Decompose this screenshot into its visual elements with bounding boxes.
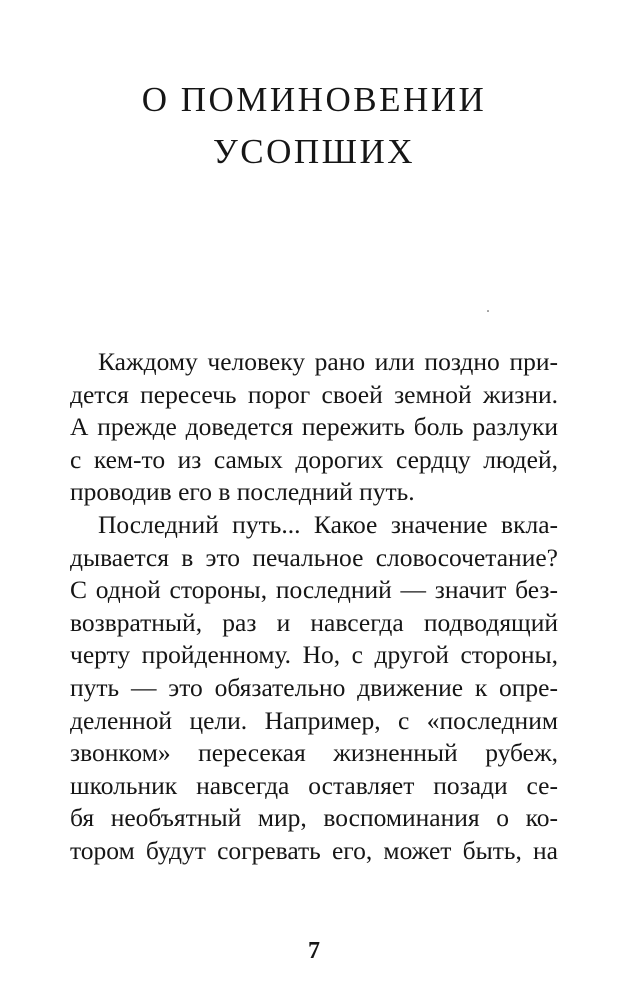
- text-line: путь — это обязательно движение к опре-: [70, 672, 558, 702]
- chapter-title: [0, 74, 628, 178]
- text-line: бя необъятный мир, воспоминания о ко-: [70, 803, 558, 833]
- chapter-title-line-1: О ПОМИНОВЕНИИ: [141, 80, 487, 119]
- text-line: А прежде доведется пережить боль разлуки: [70, 412, 558, 442]
- body-text: [70, 346, 558, 868]
- text-line: черту пройденному. Но, с другой стороны,: [70, 640, 558, 670]
- text-line: школьник навсегда оставляет позади се-: [70, 770, 558, 800]
- paragraph-1: [70, 346, 558, 509]
- text-line: дывается в это печальное словосочетание?: [70, 542, 558, 572]
- text-line: дется пересечь порог своей земной жизни.: [70, 379, 558, 409]
- text-line: тором будут согревать его, может быть, на: [70, 835, 558, 865]
- chapter-title-line-2: УСОПШИХ: [212, 132, 416, 171]
- text-line: возвратный, раз и навсегда подводящий: [70, 607, 558, 637]
- text-line: звонком» пересекая жизненный рубеж,: [70, 738, 558, 768]
- text-line: Каждому человеку рано или поздно при-: [98, 347, 558, 376]
- text-line: С одной стороны, последний — значит без-: [70, 575, 558, 605]
- text-line: проводив его в последний путь.: [70, 477, 415, 507]
- text-line: с кем-то из самых дорогих сердцу людей,: [70, 444, 558, 474]
- text-line: Последний путь... Какое значение вкла-: [98, 509, 558, 539]
- page-number: 7: [308, 938, 320, 964]
- print-speck: [487, 310, 489, 312]
- paragraph-2: [70, 509, 558, 868]
- text-line: деленной цели. Например, с «последним: [70, 705, 558, 735]
